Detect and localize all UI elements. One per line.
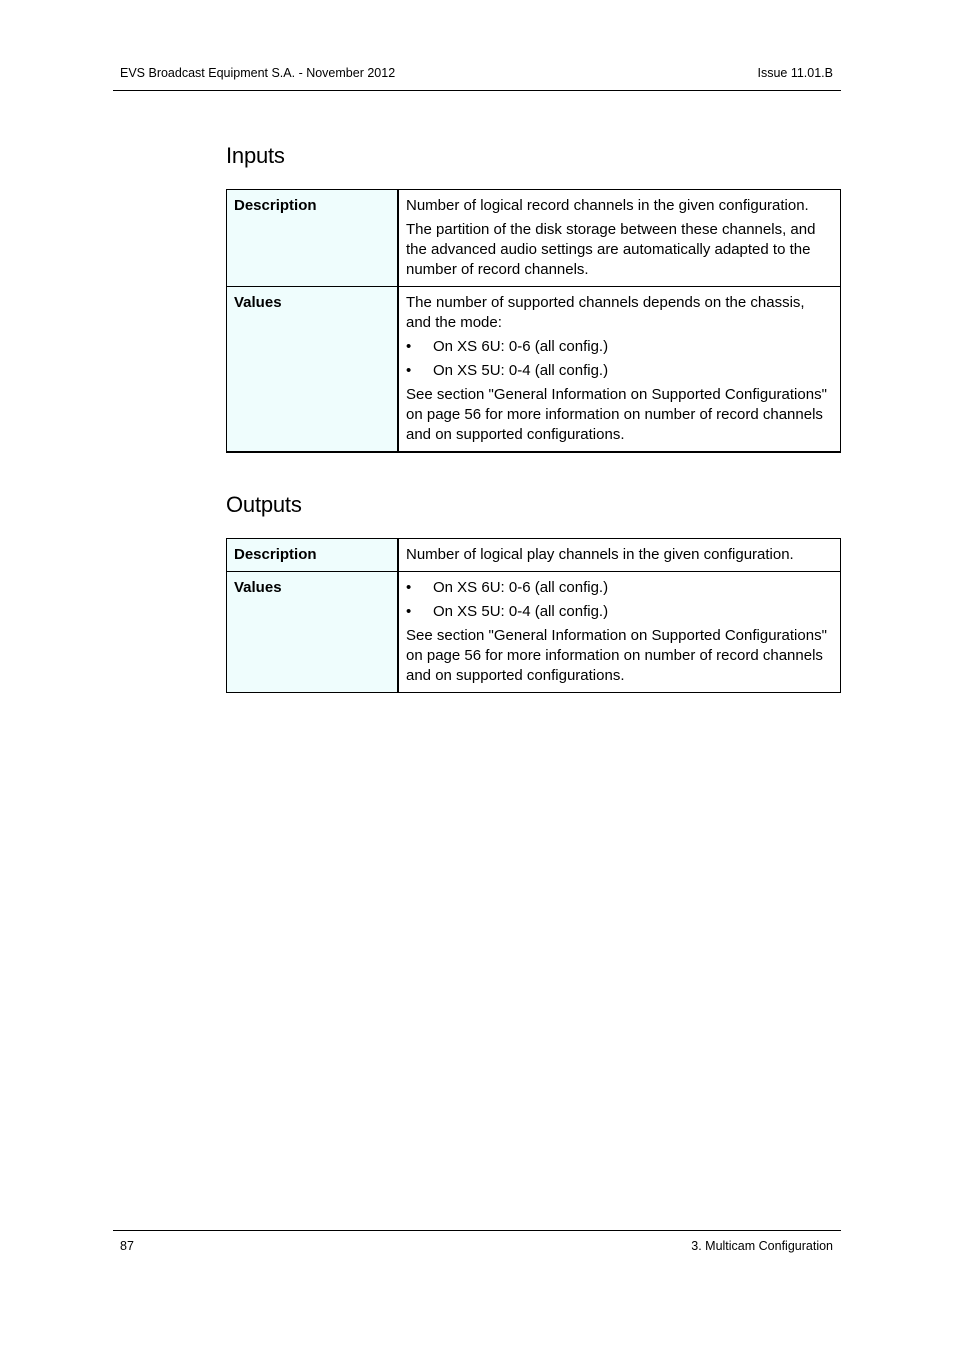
inputs-table [226,189,841,453]
inputs-heading: Inputs [226,143,285,168]
description-text: The partition of the disk storage between these channels, and the advanced audio settings are automatically adapted to the number of record channels. [406,221,816,278]
row-content [398,572,841,693]
bullet-icon: • [406,362,412,379]
list-item [406,578,833,598]
list-item [406,602,833,622]
list-item-text: On XS 5U: 0-4 (all config.) [433,362,609,379]
row-content [398,190,841,287]
chapter-title: 3. Multicam Configuration [691,1239,833,1253]
list-item-text: On XS 6U: 0-6 (all config.) [433,338,609,355]
description-text: Number of logical play channels in the given configuration. [406,546,794,563]
outputs-heading: Outputs [226,492,302,517]
bullet-icon: • [406,579,412,596]
list-item [406,337,833,357]
values-note: See section "General Information on Supported Configurations" on page 56 for more information on number of record channels and on supported configurations. [406,627,827,684]
header-publisher: EVS Broadcast Equipment S.A. - November 2012 [120,66,396,80]
values-intro: The number of supported channels depends on the chassis, and the mode: [406,294,805,331]
values-list [406,337,833,381]
bullet-icon: • [406,603,412,620]
page-number: 87 [120,1239,134,1253]
table-row [227,572,841,693]
list-item [406,361,833,381]
values-note: See section "General Information on Supported Configurations" on page 56 for more information on number of record channels and on supported configurations. [406,386,827,443]
page-header [113,60,841,91]
row-label: Description [227,539,399,572]
values-list [406,578,833,622]
header-issue: Issue 11.01.B [757,66,833,80]
row-label: Values [227,287,399,453]
table-row [227,287,841,453]
row-label: Description [227,190,399,287]
outputs-table [226,538,841,693]
row-label: Values [227,572,399,693]
bullet-icon: • [406,338,412,355]
row-content [398,287,841,453]
description-text: Number of logical record channels in the given configuration. [406,197,809,214]
table-row [227,190,841,287]
list-item-text: On XS 5U: 0-4 (all config.) [433,603,609,620]
row-content [398,539,841,572]
table-row [227,539,841,572]
page-footer [113,1230,841,1255]
list-item-text: On XS 6U: 0-6 (all config.) [433,579,609,596]
